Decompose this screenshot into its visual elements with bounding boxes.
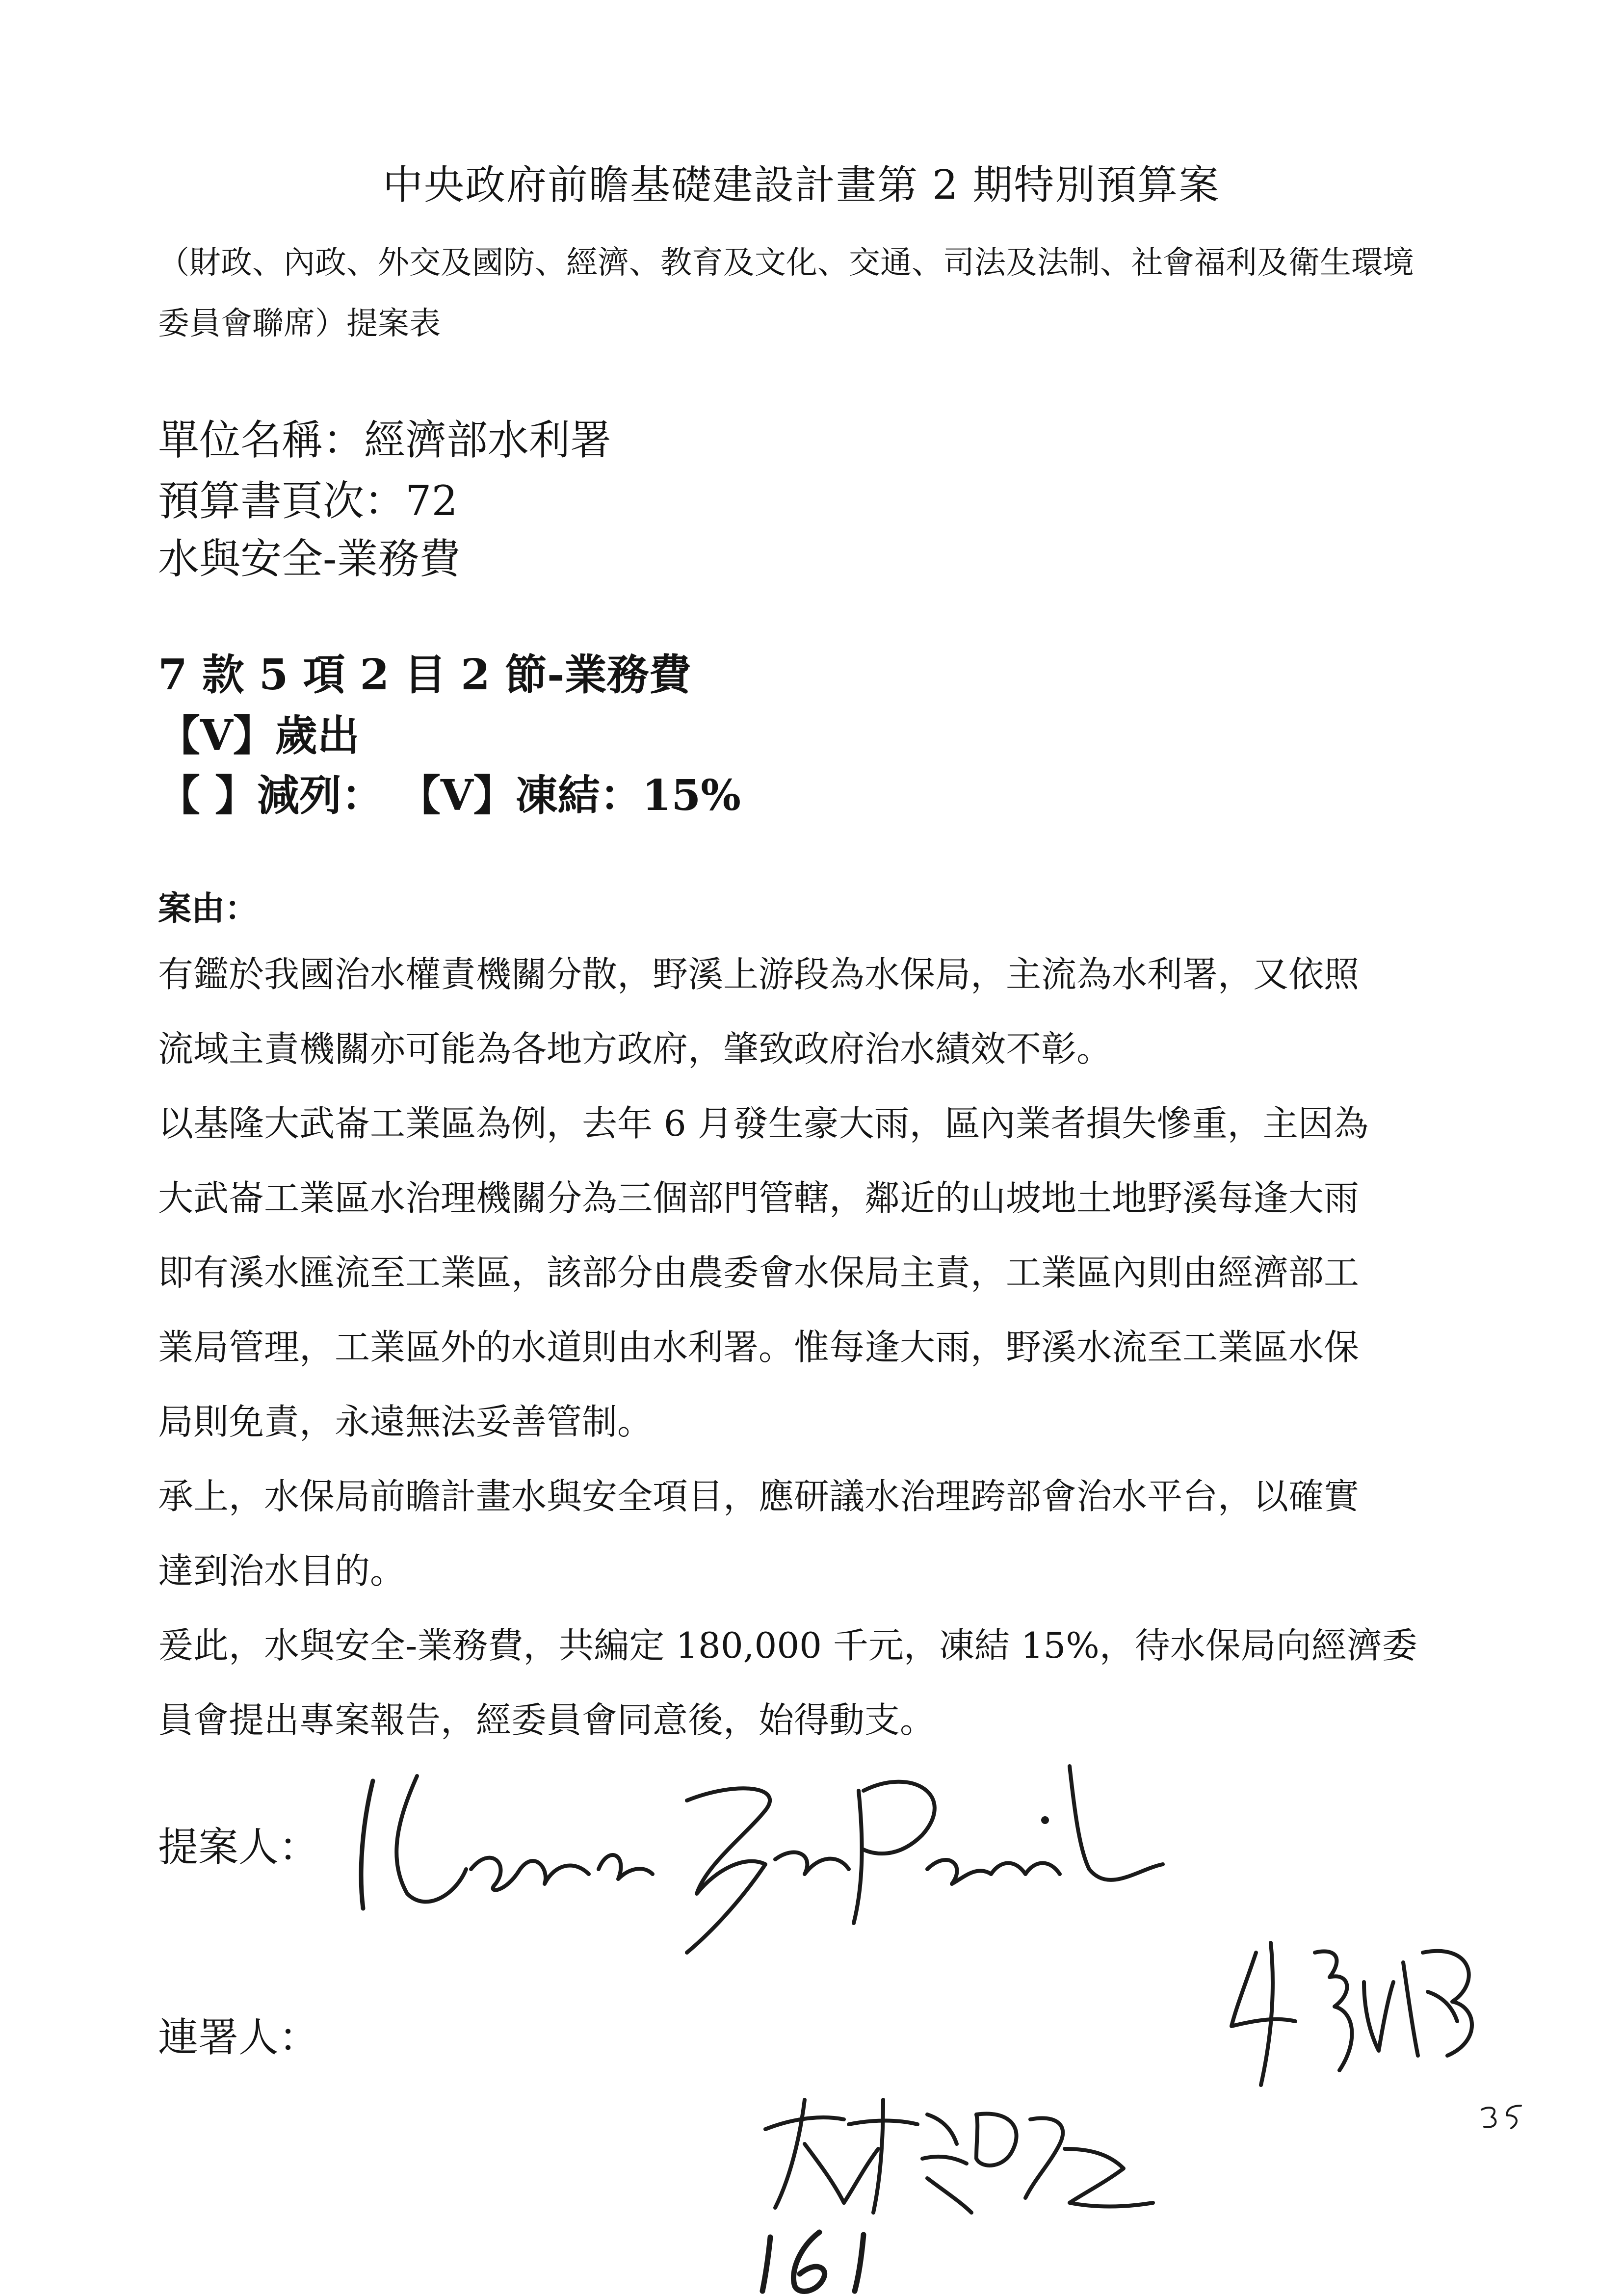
- paragraph-line: 承上，水保局前瞻計畫水與安全項目，應研議水治理跨部會治水平台，以確實: [158, 1476, 1360, 1517]
- paragraph-line: 以基隆大武崙工業區為例，去年 6 月發生豪大雨，區內業者損失慘重，主因為: [158, 1103, 1369, 1144]
- expense-checkbox-line: 【V】歲出: [158, 711, 360, 760]
- corner-mark: [1477, 2100, 1531, 2134]
- paragraph-line: 爰此，水與安全-業務費，共編定 180,000 千元，凍結 15%，待水保局向經濟委: [158, 1625, 1417, 1666]
- proposer-signature: [343, 1747, 1227, 1943]
- paragraph-line: 流域主責機關亦可能為各地方政府，肇致政府治水績效不彰。: [158, 1028, 1112, 1070]
- freeze-checkbox-line: 【 】減列： 【V】凍結：15%: [158, 771, 741, 820]
- proposer-label: 提案人：: [158, 1824, 319, 1871]
- budget-page: 預算書頁次：72: [158, 477, 458, 525]
- reason-paragraph-4: [158, 1608, 1478, 1757]
- paragraph-line: 即有溪水匯流至工業區，該部分由農委會水保局主責，工業區內則由經濟部工: [158, 1252, 1360, 1293]
- paragraph-line: 員會提出專案報告，經委員會同意後，始得動支。: [158, 1699, 936, 1741]
- reason-heading: 案由：: [158, 889, 259, 928]
- paragraph-line: 業局管理，工業區外的水道則由水利署。惟每逢大雨，野溪水流至工業區水保: [158, 1327, 1360, 1368]
- document-title: 中央政府前瞻基礎建設計畫第 2 期特別預算案: [383, 162, 1220, 209]
- handwritten-page-number: [751, 2227, 888, 2296]
- reason-paragraph-2: [158, 1086, 1478, 1459]
- paragraph-line: 有鑑於我國治水權責機關分散，野溪上游段為水保局，主流為水利署，又依照: [158, 954, 1360, 995]
- paragraph-line: 達到治水目的。: [158, 1550, 406, 1592]
- committee-line-2: 委員會聯席）提案表: [158, 306, 441, 342]
- reason-paragraph-3: [158, 1459, 1478, 1608]
- cosigner-label: 連署人：: [158, 2014, 319, 2061]
- budget-item: 水與安全-業務費: [158, 535, 461, 583]
- paragraph-line: 局則免責，永遠無法妥善管制。: [158, 1401, 653, 1442]
- cosigner-signature-bottom: [746, 2085, 1168, 2232]
- reason-paragraph-1: [158, 937, 1478, 1086]
- unit-name: 單位名稱：經濟部水利署: [158, 416, 612, 464]
- budget-section: 7 款 5 項 2 目 2 節-業務費: [158, 650, 691, 700]
- cosigner-signature-right: [1217, 1923, 1492, 2100]
- committee-line-1: （財政、內政、外交及國防、經濟、教育及文化、交通、司法及法制、社會福利及衛生環境: [158, 245, 1414, 281]
- paragraph-line: 大武崙工業區水治理機關分為三個部門管轄，鄰近的山坡地土地野溪每逢大雨: [158, 1177, 1360, 1219]
